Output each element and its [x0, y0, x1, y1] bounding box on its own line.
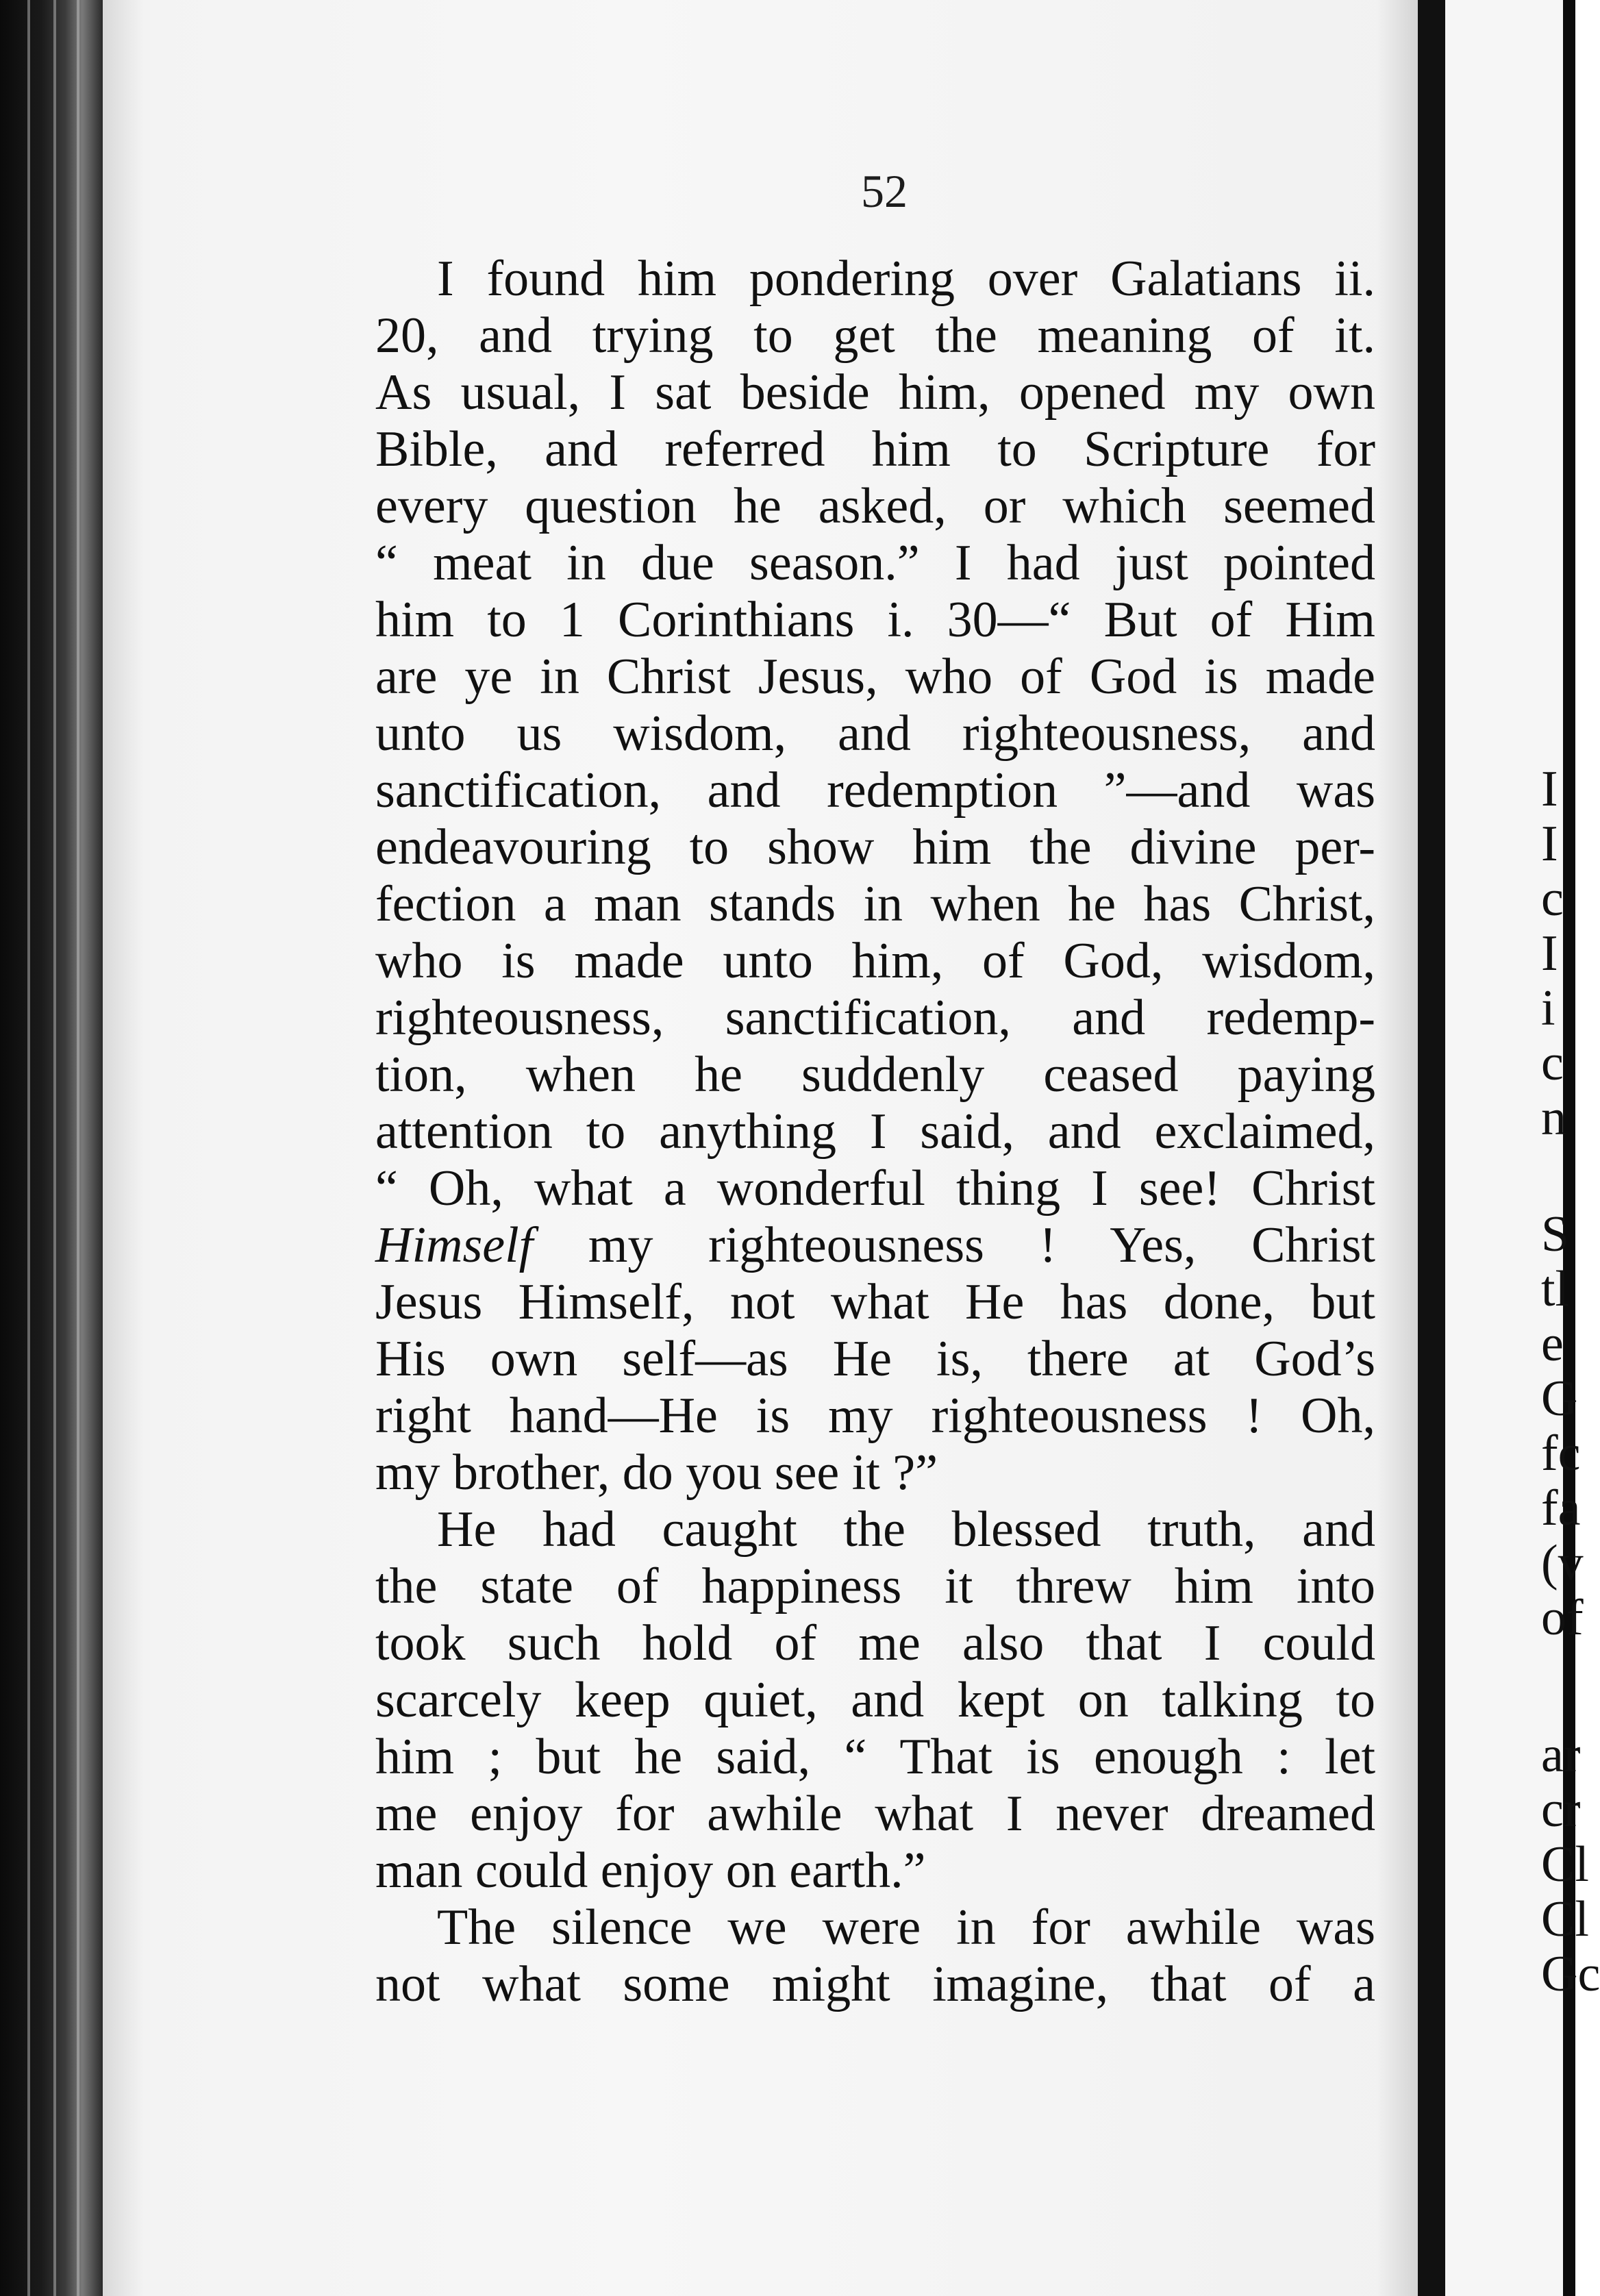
text-line-content: righteousness, sanctification, and redemp- — [375, 990, 1375, 1046]
text-line-content: 20, and trying to get the meaning of it. — [375, 308, 1375, 364]
page-number: 52 — [861, 165, 908, 217]
text-line — [375, 421, 1375, 478]
right-page-fragment: I — [1541, 761, 1558, 817]
text-line-content: “ meat in due season.” I had just pointed — [375, 535, 1375, 591]
text-line-content: are ye in Christ Jesus, who of God is made — [375, 649, 1375, 705]
text-line-content: sanctification, and redemption ”—and was — [375, 762, 1375, 819]
binding-edge — [27, 0, 30, 2296]
page-gutter — [1418, 0, 1445, 2296]
text-line — [375, 1501, 1375, 1558]
right-page-fragment: tl — [1541, 1261, 1570, 1317]
italic-text: Himself — [375, 1217, 534, 1273]
text-line-content: As usual, I sat beside him, opened my own — [375, 364, 1375, 421]
text-line-content: He had caught the blessed truth, and — [437, 1501, 1375, 1558]
text-line-content: “ Oh, what a wonderful thing I see! Christ — [375, 1160, 1375, 1216]
text-line — [375, 1047, 1375, 1103]
right-page-fragment: c — [1541, 1035, 1564, 1091]
right-page-fragment: (v — [1541, 1535, 1584, 1591]
text-line-content: him ; but he said, “ That is enough : let — [375, 1729, 1375, 1785]
text-line-content: fection a man stands in when he has Christ, — [375, 876, 1375, 932]
right-page-fragment: S — [1541, 1206, 1570, 1262]
text-line — [375, 649, 1375, 706]
text-line — [375, 1672, 1375, 1729]
right-page-fragment: Gc — [1541, 1946, 1600, 2002]
text-line — [375, 364, 1375, 421]
right-page-fragment: Cl — [1541, 1891, 1589, 1947]
text-line — [375, 990, 1375, 1047]
text-line — [375, 251, 1375, 308]
text-line-content: my righteousness ! Yes, Christ — [533, 1217, 1375, 1273]
text-line — [375, 1729, 1375, 1786]
text-line — [375, 819, 1375, 876]
binding-edge — [77, 0, 79, 2296]
right-page-fragment: ar — [1541, 1727, 1581, 1783]
text-line — [375, 762, 1375, 819]
text-line-content: not what some might imagine, that of a — [375, 1956, 1375, 2012]
text-line-content: took such hold of me also that I could — [375, 1615, 1375, 1671]
text-line — [375, 1558, 1375, 1615]
text-line — [375, 1388, 1375, 1445]
text-line-content: His own self—as He is, there at God’s — [375, 1331, 1375, 1387]
right-page-fragment: G — [1541, 1371, 1578, 1427]
text-line — [375, 592, 1375, 649]
right-page-fragment: i — [1541, 980, 1555, 1036]
text-line-content: right hand—He is my righteousness ! Oh, — [375, 1388, 1375, 1444]
binding-edge — [53, 0, 56, 2296]
text-line-content: endeavouring to show him the divine per- — [375, 819, 1375, 875]
text-line — [375, 1103, 1375, 1160]
text-line-content: tion, when he suddenly ceased paying — [375, 1047, 1375, 1103]
text-line — [375, 1160, 1375, 1217]
text-line-content: attention to anything I said, and exclaimed, — [375, 1103, 1375, 1160]
text-line-content: my brother, do you see it ?” — [375, 1445, 938, 1501]
text-line — [375, 1274, 1375, 1331]
text-line-content: the state of happiness it threw him into — [375, 1558, 1375, 1614]
text-line — [375, 1786, 1375, 1843]
text-line — [375, 308, 1375, 364]
right-page-fragment: I — [1541, 816, 1558, 872]
text-line-content: every question he asked, or which seemed — [375, 478, 1375, 534]
book-binding — [0, 0, 103, 2296]
text-line-content: who is made unto him, of God, wisdom, — [375, 933, 1375, 989]
text-line — [375, 1445, 1375, 1501]
text-line-content: scarcely keep quiet, and kept on talking to — [375, 1672, 1375, 1728]
right-page-fragment: cr — [1541, 1782, 1581, 1838]
right-page-fragment: fc — [1541, 1425, 1581, 1482]
right-page-fragment: Cl — [1541, 1836, 1589, 1893]
right-page-fragment: of — [1541, 1590, 1584, 1646]
text-line-content: him to 1 Corinthians i. 30—“ But of Him — [375, 592, 1375, 648]
text-line — [375, 1217, 1375, 1274]
text-line-content: me enjoy for awhile what I never dreamed — [375, 1786, 1375, 1842]
right-page-fragment: I — [1541, 925, 1558, 982]
text-line — [375, 478, 1375, 535]
text-line-content: Jesus Himself, not what He has done, but — [375, 1274, 1375, 1330]
text-line-content: man could enjoy on earth.” — [375, 1843, 926, 1899]
text-line — [375, 1615, 1375, 1672]
right-page-fragment: e — [1541, 1316, 1564, 1372]
text-line-content: unto us wisdom, and righteousness, and — [375, 706, 1375, 762]
body-text — [375, 251, 1375, 2013]
text-line — [375, 535, 1375, 592]
right-page-fragment: n — [1541, 1090, 1566, 1146]
right-page-fragment: c — [1541, 871, 1564, 927]
text-line — [375, 1331, 1375, 1388]
text-line — [375, 1956, 1375, 2013]
page-shadow — [1377, 0, 1418, 2296]
text-line — [375, 876, 1375, 933]
text-line — [375, 1899, 1375, 1956]
text-line-content: I found him pondering over Galatians ii. — [437, 251, 1375, 307]
text-line — [375, 933, 1375, 990]
text-line — [375, 1843, 1375, 1899]
text-line-content: The silence we were in for awhile was — [437, 1899, 1375, 1956]
text-line — [375, 706, 1375, 762]
right-page-fragment: fa — [1541, 1480, 1581, 1536]
text-line-content: Bible, and referred him to Scripture for — [375, 421, 1375, 477]
